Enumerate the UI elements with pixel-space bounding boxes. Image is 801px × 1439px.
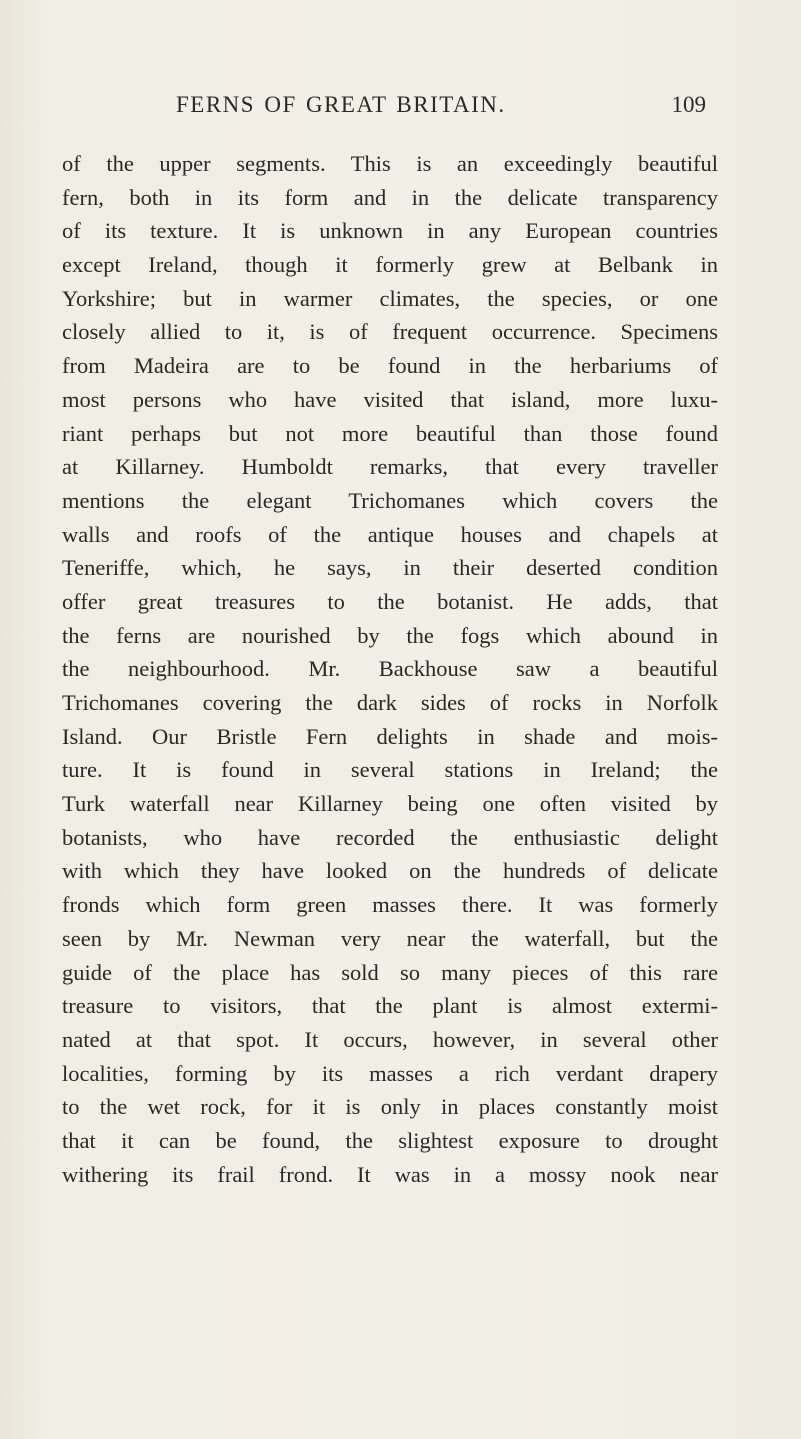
text-line: Island. Our Bristle Fern delights in shade and mois- [62,723,718,749]
text-line: Yorkshire; but in warmer climates, the species, or one [62,285,718,311]
text-line: at Killarney. Humboldt remarks, that every traveller [62,454,718,480]
text-line: the neighbourhood. Mr. Backhouse saw a beautiful [62,656,718,682]
text-line: Trichomanes covering the dark sides of rocks in Norfolk [62,690,718,715]
text-line: that it can be found, the slightest exposure to drought [62,1127,718,1153]
text-line: walls and roofs of the antique houses and chapels at [62,521,718,547]
text-line: treasure to visitors, that the plant is almost extermi- [62,993,718,1019]
text-line: withering its frail frond. It was in a mossy nook near [62,1161,718,1187]
text-line: except Ireland, though it formerly grew at Belbank in [62,252,718,278]
text-line: seen by Mr. Newman very near the waterfall, but the [62,925,718,951]
text-line: of its texture. It is unknown in any European countries [62,218,718,244]
text-line: from Madeira are to be found in the herbariums of [62,353,718,379]
text-line: mentions the elegant Trichomanes which covers the [62,487,718,513]
text-line: most persons who have visited that island, more luxu- [62,386,718,412]
running-title: FERNS OF GREAT BRITAIN. [176,92,506,117]
text-line: ture. It is found in several stations in Ireland; the [62,757,718,783]
text-line: Teneriffe, which, he says, in their deserted condition [62,555,718,581]
text-line: nated at that spot. It occurs, however, in several other [62,1026,718,1052]
text-line: closely allied to it, is of frequent occurrence. Specimens [62,319,718,345]
text-line: with which they have looked on the hundreds of delicate [62,858,718,884]
running-head [162,92,706,132]
text-line: fronds which form green masses there. It was formerly [62,892,718,918]
body-text [62,147,718,1191]
text-line: offer great treasures to the botanist. He adds, that [62,588,718,614]
text-line: guide of the place has sold so many pieces of this rare [62,959,718,985]
text-line: botanists, who have recorded the enthusiastic delight [62,824,718,850]
page-number: 109 [671,92,706,117]
text-line: the ferns are nourished by the fogs which abound in [62,622,718,648]
text-line: to the wet rock, for it is only in places constantly moist [62,1094,718,1120]
text-line: of the upper segments. This is an exceedingly beautiful [62,151,718,176]
text-line: riant perhaps but not more beautiful than those found [62,420,718,446]
text-line: Turk waterfall near Killarney being one often visited by [62,791,718,817]
text-line: localities, forming by its masses a rich verdant drapery [62,1060,718,1086]
text-line: fern, both in its form and in the delicate transparency [62,184,718,210]
